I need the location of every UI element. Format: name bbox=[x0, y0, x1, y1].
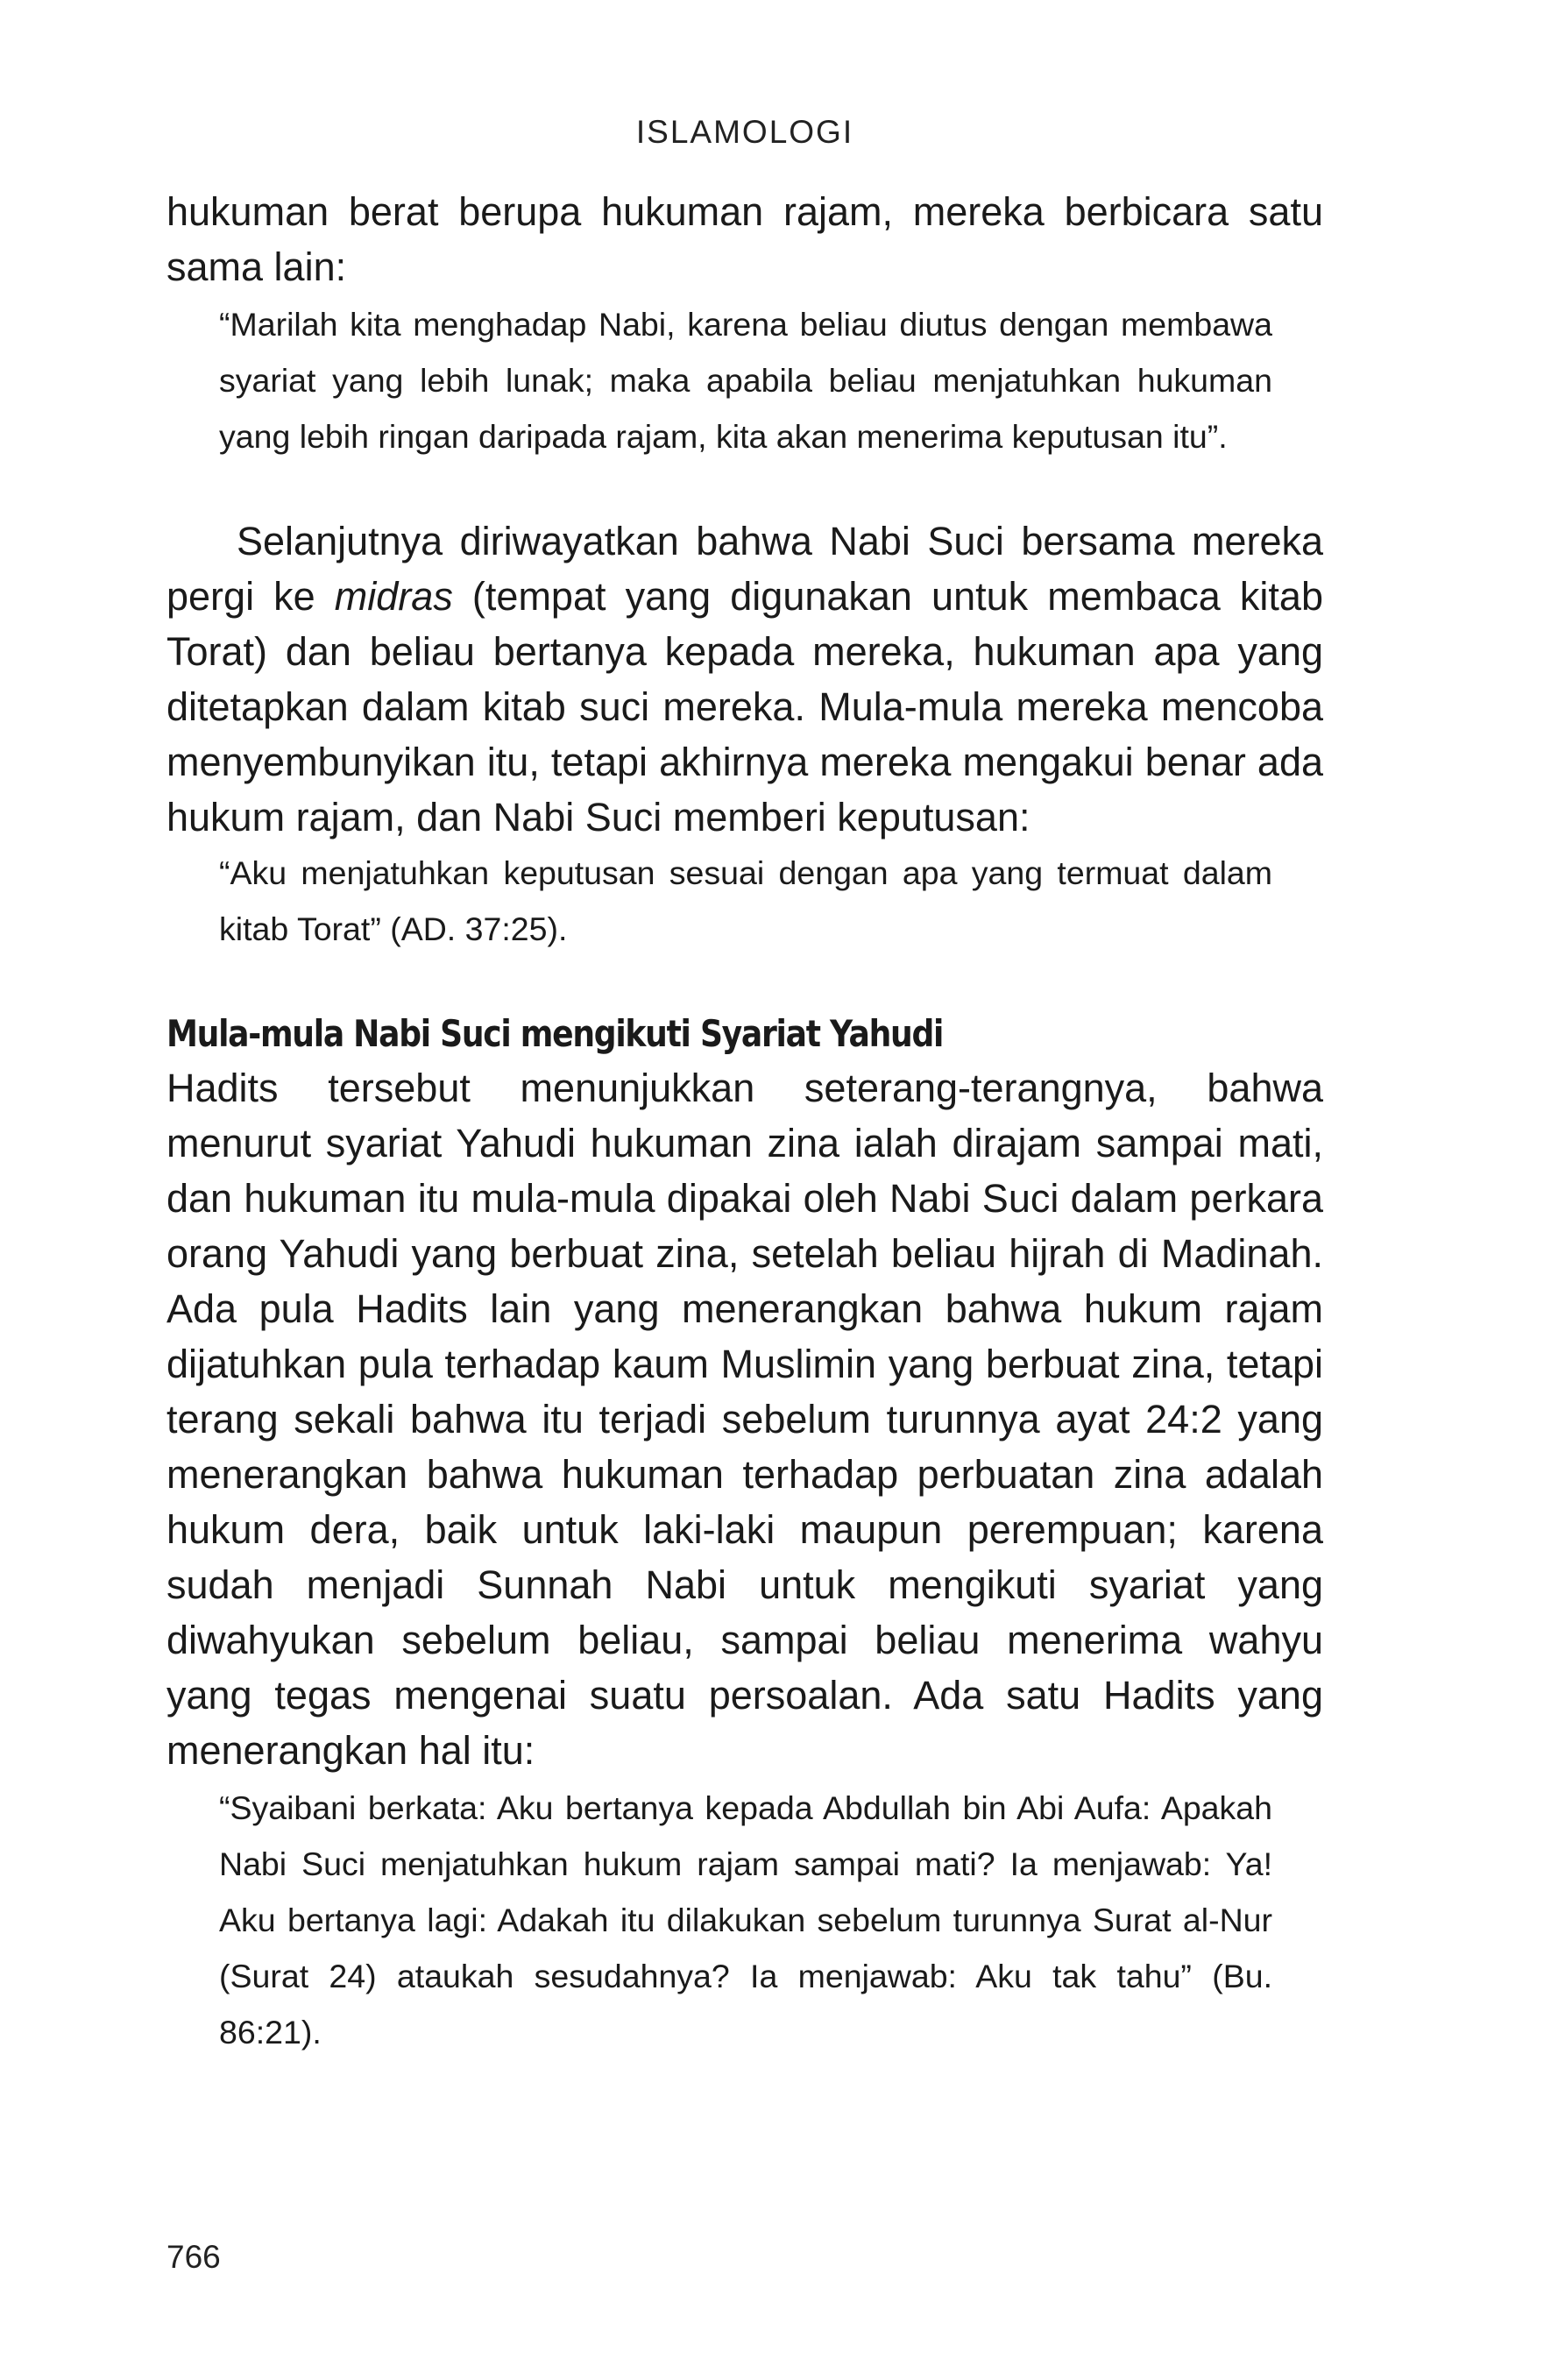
block-quote-1: “Marilah kita menghadap Nabi, karena beliau diutus dengan membawa syariat yang lebih lunak; maka apabila beliau menjatuhkan hukuman yang lebih ringan daripada rajam, kita akan menerima keputusan itu”. bbox=[219, 306, 1272, 455]
page-number: 766 bbox=[166, 2239, 221, 2275]
block-quote-3: “Syaibani berkata: Aku bertanya kepada Abdullah bin Abi Aufa: Apakah Nabi Suci menjatuhkan hukum rajam sampai mati? Ia menjawab: Ya! Aku bertanya lagi: Adakah itu dilakukan sebelum turunnya Surat al-Nur (Surat 24) ataukah sesudahnya? Ia menjawab: Aku tak tahu” (Bu. 86:21). bbox=[219, 1789, 1272, 2051]
block-quote-2: “Aku menjatuhkan keputusan sesuai dengan apa yang termuat dalam kitab Torat” (AD. 37:25). bbox=[219, 854, 1272, 947]
section-heading: Mula-mula Nabi Suci mengikuti Syariat Yahudi bbox=[166, 1012, 944, 1055]
running-head: ISLAMOLOGI bbox=[635, 114, 854, 150]
paragraph-2-text-a: Selanjutnya diriwayatkan bahwa Nabi Suci bersama mereka pergi ke bbox=[166, 519, 1323, 619]
page-content bbox=[166, 184, 1323, 2060]
paragraph-1: hukuman berat berupa hukuman rajam, mereka berbicara satu sama lain: bbox=[166, 189, 1323, 289]
paragraph-2-italic-term: midras bbox=[334, 574, 453, 619]
paragraph-2 bbox=[166, 514, 1323, 845]
paragraph-2-text-b: (tempat yang digunakan untuk membaca kitab Torat) dan beliau bertanya kepada mereka, hukuman apa yang ditetapkan dalam kitab suci mereka. Mula-mula mereka mencoba menyembunyikan itu, tetapi akhirnya mereka mengakui benar ada hukum rajam, dan Nabi Suci memberi keputusan: bbox=[166, 574, 1323, 839]
paragraph-3: Hadits tersebut menunjukkan seterang-terangnya, bahwa menurut syariat Yahudi hukuman zina ialah dirajam sampai mati, dan hukuman itu mula-mula dipakai oleh Nabi Suci dalam perkara orang Yahudi yang berbuat zina, setelah beliau hijrah di Madinah. Ada pula Hadits lain yang menerangkan bahwa hukum rajam dijatuhkan pula terhadap kaum Muslimin yang berbuat zina, tetapi terang sekali bahwa itu terjadi sebelum turunnya ayat 24:2 yang menerangkan bahwa hukuman terhadap perbuatan zina adalah hukum dera, baik untuk laki-laki maupun perempuan; karena sudah menjadi Sunnah Nabi untuk mengikuti syariat yang diwahyukan sebelum beliau, sampai beliau menerima wahyu yang tegas mengenai suatu persoalan. Ada satu Hadits yang menerangkan hal itu: bbox=[166, 1066, 1323, 1773]
